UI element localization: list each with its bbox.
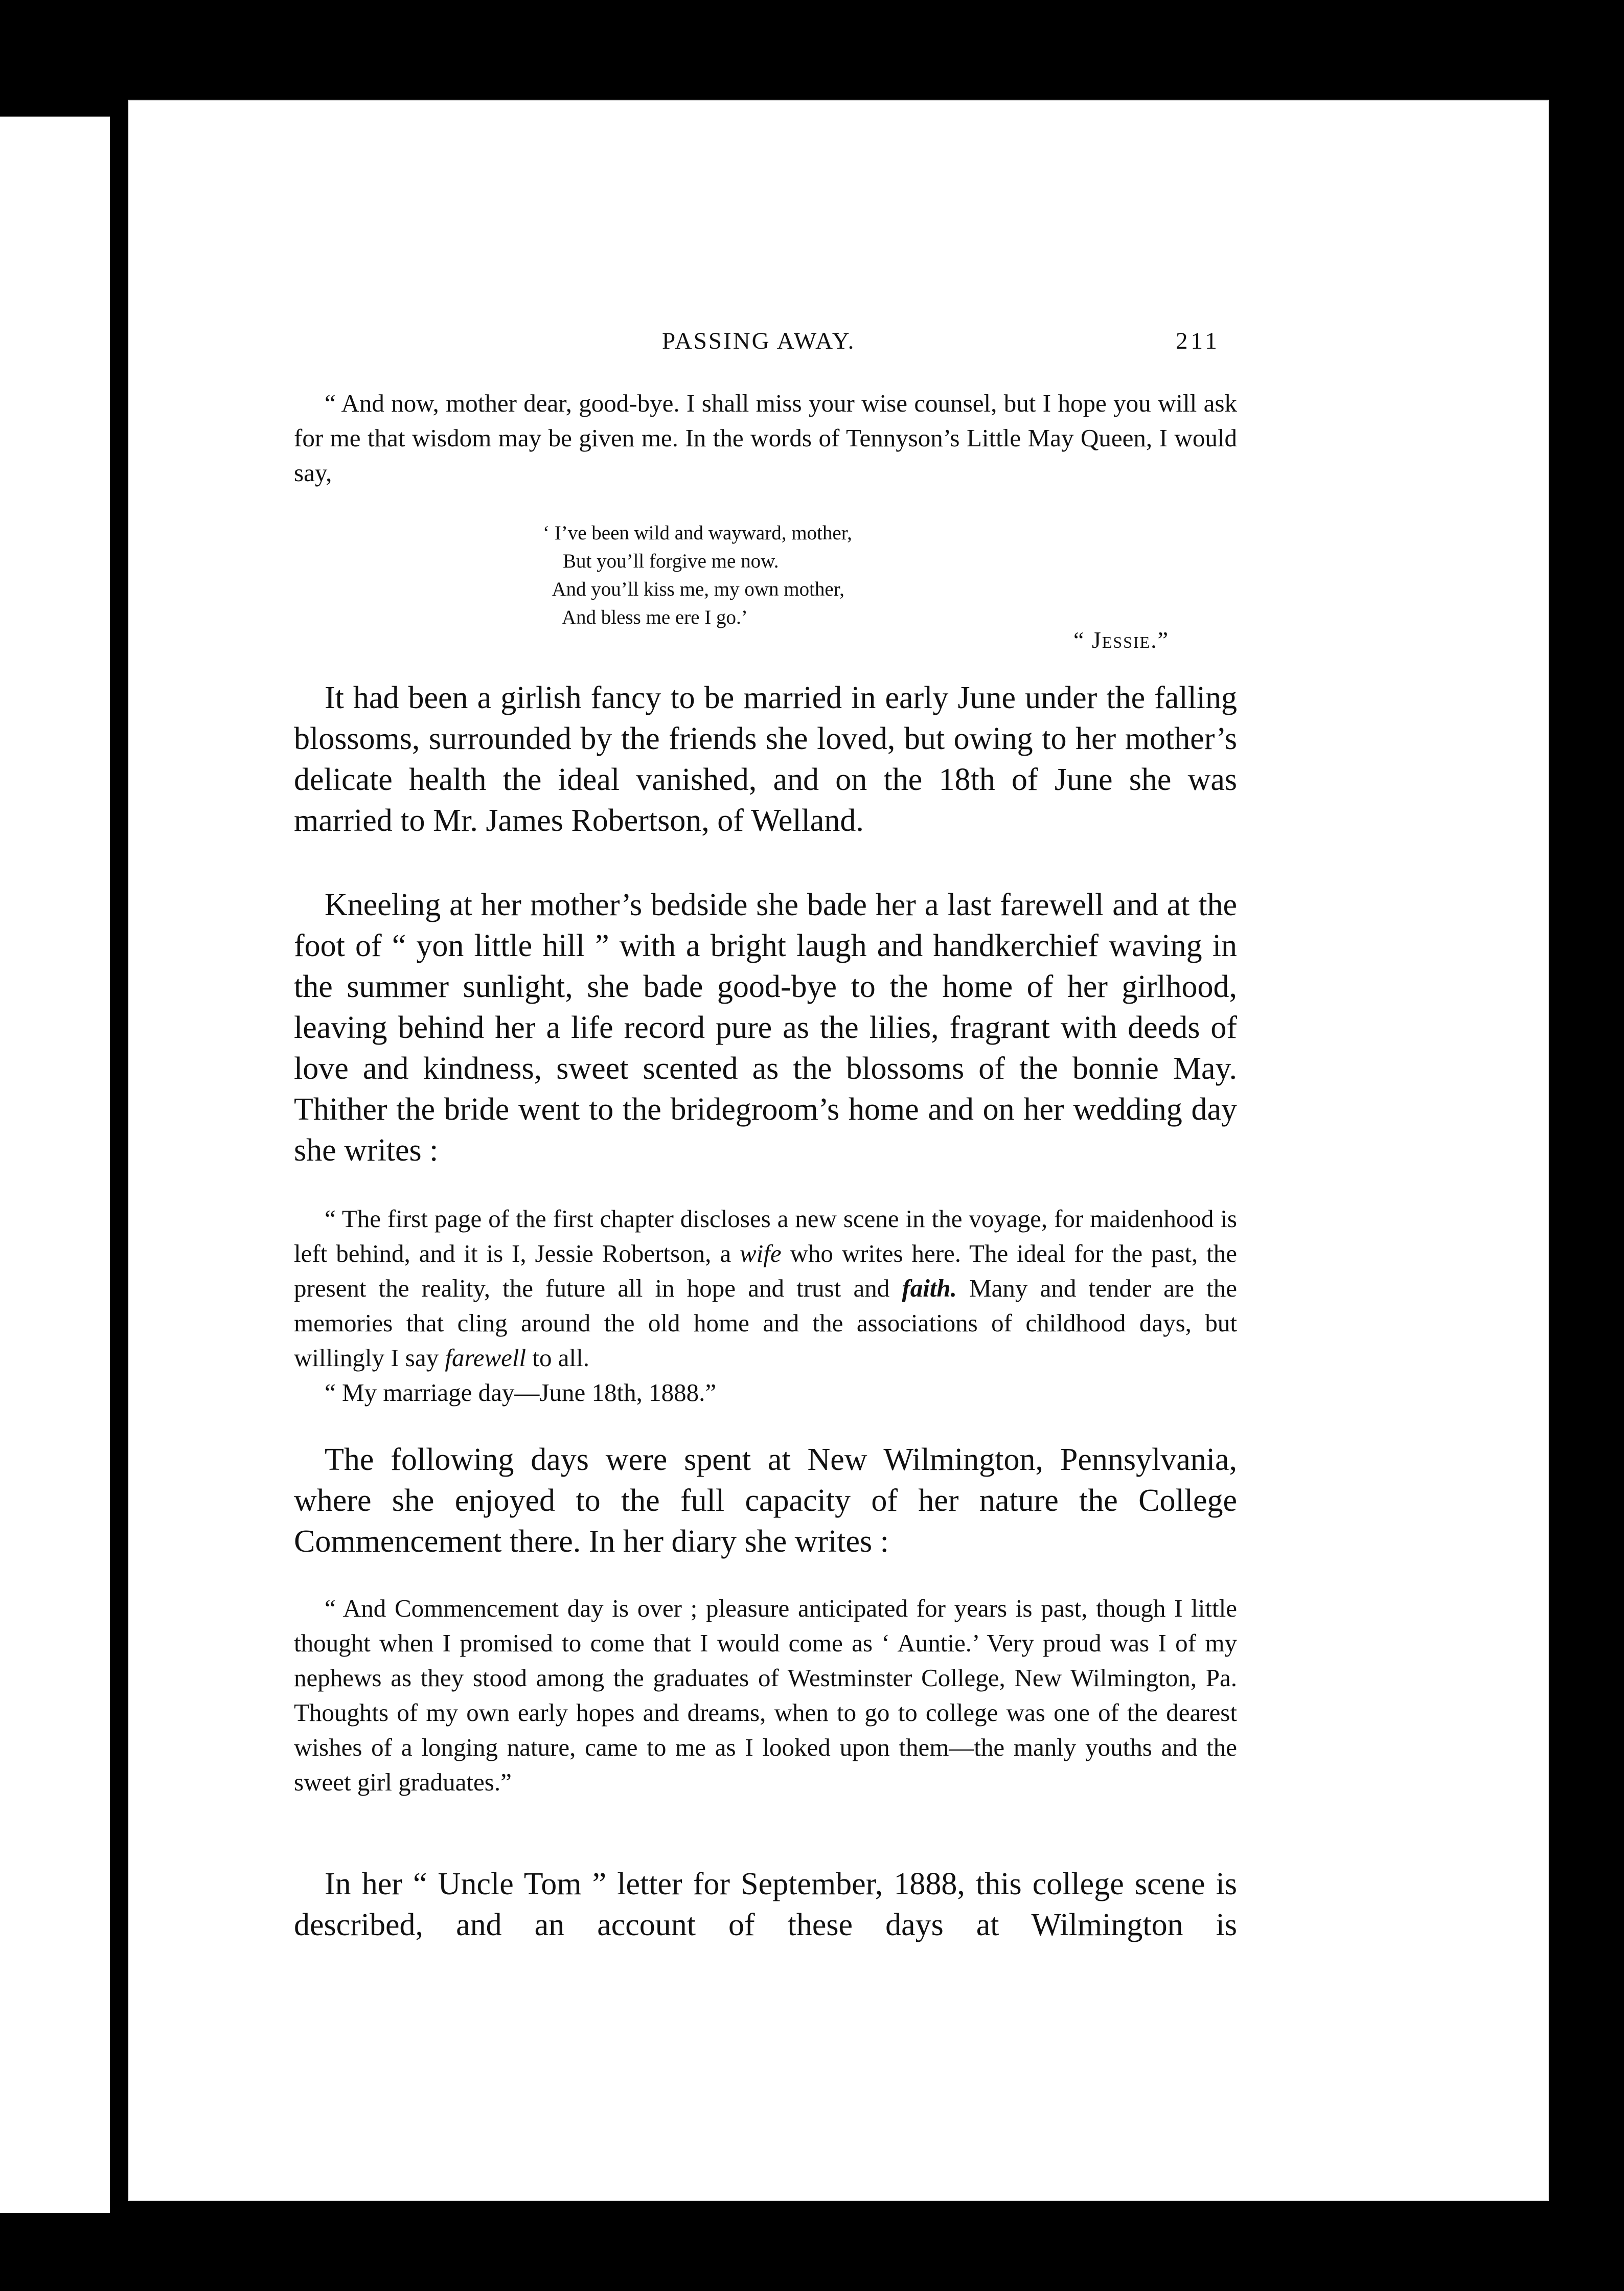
- body-text: The following days were spent at New Wilmington, Pennsylvania, where she enjoyed to the full capacity of her nature the College Commencement there. In her diary she writes :: [294, 1442, 1237, 1559]
- body-paragraph-wilmington: [294, 1439, 1237, 1562]
- quote-dateline: “ My marriage day—June 18th, 1888.”: [325, 1378, 717, 1407]
- page-number: 211: [1176, 328, 1220, 354]
- running-title: PASSING AWAY.: [662, 328, 856, 354]
- body-paragraph-uncle-tom: [294, 1864, 1237, 1945]
- poem-line: ‘ I’ve been wild and wayward, mother,: [543, 522, 852, 544]
- quote-text: “ And Commencement day is over ; pleasure anticipated for years is past, though I little thought when I promised to come that I would come as ‘ Auntie.’ Very proud was I of my nephews as they stood among the graduates of Westminster College, New Wilmington, Pa. Thoughts of my own early hopes and dreams, when to go to college was one of the dearest wishes of a longing nature, came to me as I looked upon them—the manly youths and the sweet girl graduates.”: [294, 1594, 1237, 1796]
- signature: [1073, 626, 1169, 653]
- quote-text-part: “ The first page of the first chapter discloses a new scene in the voyage, for maidenhood is left behind, and it is I, Jessie Robertson, a: [294, 1205, 1237, 1267]
- scan-left-page-edge: [0, 117, 110, 2213]
- poem-line: And you’ll kiss me, my own mother,: [543, 578, 844, 600]
- emphasis-wife: wife: [739, 1239, 782, 1267]
- signature-text: “ Jessie.”: [1073, 627, 1170, 653]
- poem-line: But you’ll forgive me now.: [543, 550, 779, 572]
- quote-text-part: Many and tender are the memories that cling around the old home and the associations of childhood days, but willingly I say: [294, 1274, 1237, 1372]
- emphasis-faith: faith.: [902, 1274, 957, 1302]
- body-text: It had been a girlish fancy to be married in early June under the falling blossoms, surrounded by the friends she loved, but owing to her mother’s delicate health the ideal vanished, and on the 18th of June she was married to Mr. James Robertson, of Welland.: [294, 681, 1237, 838]
- body-text: Kneeling at her mother’s bedside she bade her a last farewell and at the foot of “ yon little hill ” with a bright laugh and handkerchief waving in the summer sunlight, she bade good-bye to the home of her girlhood, leaving behind her a life record pure as the lilies, fragrant with deeds of love and kindness, sweet scented as the blossoms of the bonnie May. Thither the bride went to the bridegroom’s home and on her wedding day she writes :: [294, 888, 1237, 1168]
- diary-quote-commencement: [294, 1591, 1237, 1800]
- letter-closing-paragraph: [294, 386, 1237, 490]
- emphasis-farewell: farewell: [445, 1344, 527, 1372]
- body-paragraph-wedding: [294, 677, 1237, 841]
- body-paragraph-farewell: [294, 884, 1237, 1171]
- body-text: In her “ Uncle Tom ” letter for September, 1888, this college scene is described, and an account of these days at Wilmington is: [294, 1867, 1237, 1942]
- letter-closing-text: “ And now, mother dear, good-bye. I shall miss your wise counsel, but I hope you will ask for me that wisdom may be given me. In the words of Tennyson’s Little May Queen, I would say,: [294, 389, 1237, 487]
- quote-text: [294, 1201, 1237, 1375]
- quote-text-part: to all.: [526, 1344, 589, 1372]
- poem-stanza: [543, 519, 852, 631]
- quote-text-part: who writes here. The ideal for the past, the present the reality, the future all in hope and trust and: [294, 1239, 1237, 1302]
- poem-line: And bless me ere I go.’: [543, 606, 748, 628]
- diary-quote-marriage: [294, 1201, 1237, 1410]
